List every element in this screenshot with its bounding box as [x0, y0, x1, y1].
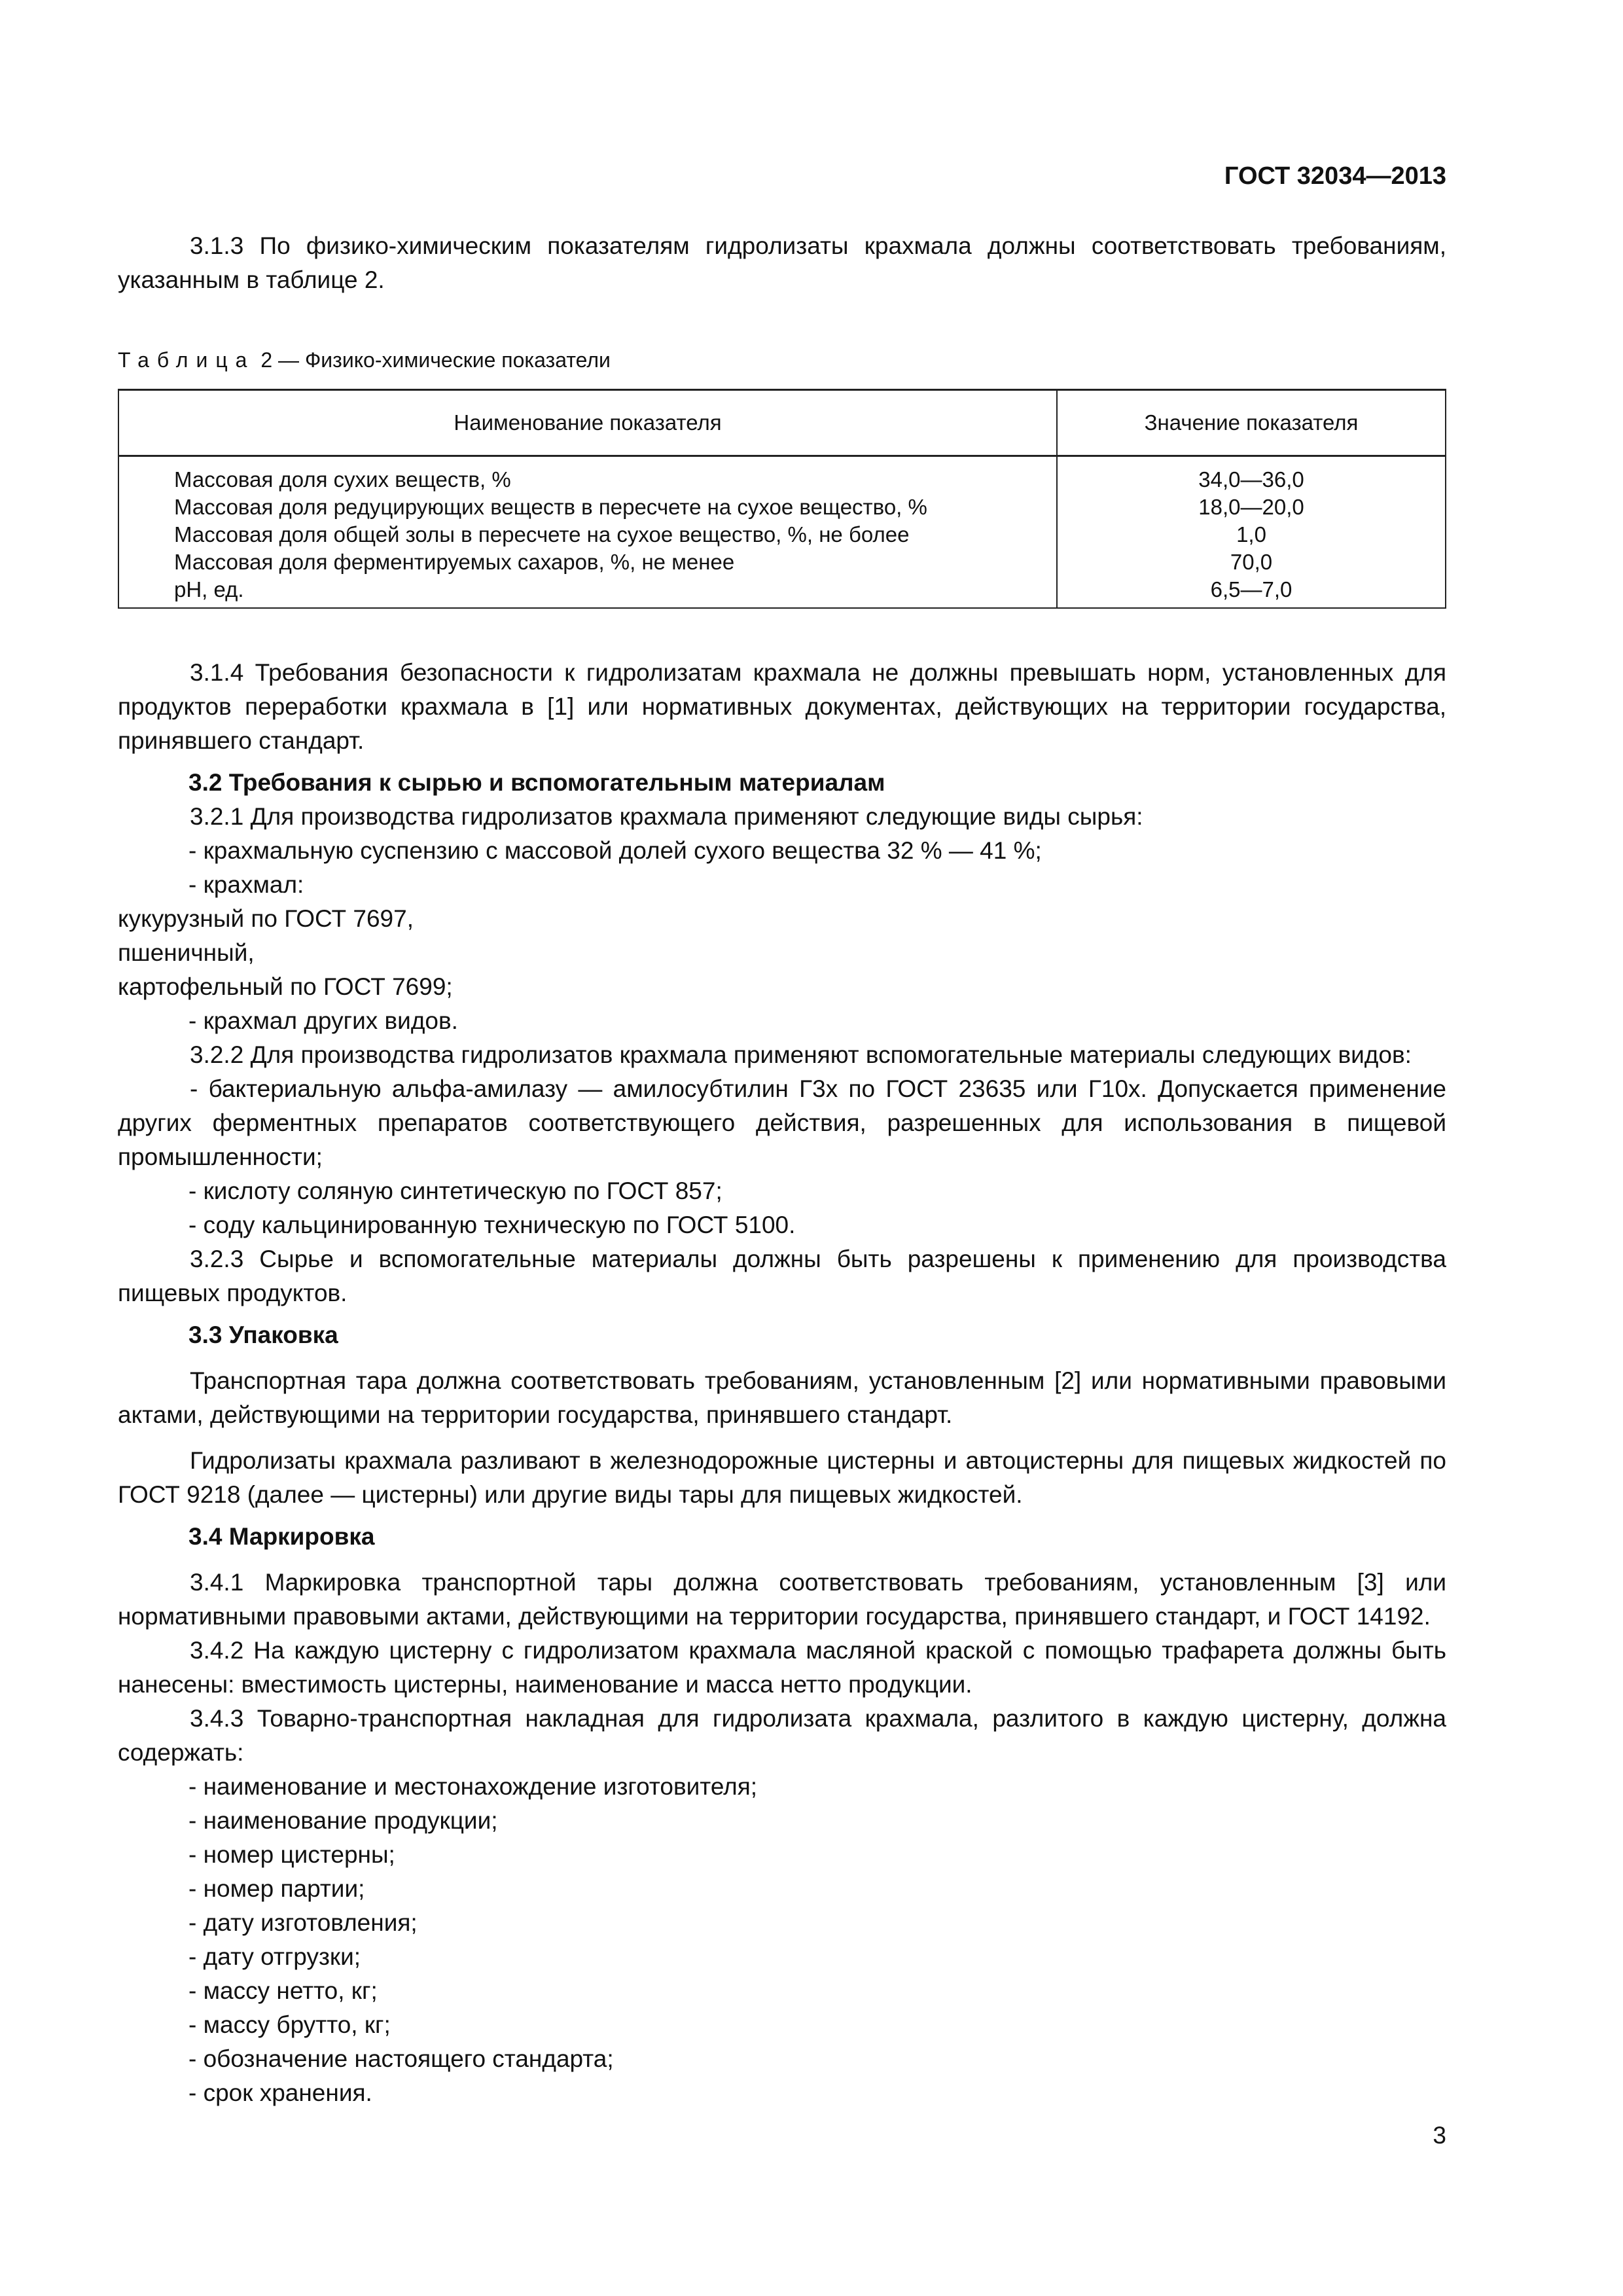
- page-content: [118, 229, 1446, 2110]
- list-item: - дату отгрузки;: [188, 1943, 361, 1970]
- table-row: [118, 456, 1446, 609]
- list-item: - дату изготовления;: [188, 1909, 418, 1936]
- list-item: - наименование продукции;: [188, 1807, 498, 1834]
- list-item: кукурузный по ГОСТ 7697,: [118, 905, 414, 932]
- list-item: - обозначение настоящего стандарта;: [188, 2045, 614, 2072]
- list-item: - массу нетто, кг;: [188, 1977, 378, 2004]
- indicator-names: [118, 456, 1057, 609]
- section-heading-3-4: 3.4 Маркировка: [188, 1523, 375, 1550]
- list-item: - кислоту соляную синтетическую по ГОСТ 857;: [188, 1177, 722, 1204]
- paragraph-3-2-1: 3.2.1 Для производства гидролизатов крахмала применяют следующие виды сырья:: [190, 803, 1143, 830]
- paragraph-3-4-2: 3.4.2 На каждую цистерну с гидролизатом крахмала масляной краской с помощью трафарета должны быть нанесены: вместимость цистерны, наименование и масса нетто продукции.: [118, 1637, 1446, 1698]
- list-item: - номер партии;: [188, 1875, 365, 1902]
- list-item: - соду кальцинированную техническую по ГОСТ 5100.: [188, 1211, 796, 1238]
- column-header-name: Наименование показателя: [118, 390, 1057, 456]
- indicator-name: Массовая доля общей золы в пересчете на сухое вещество, %, не более: [174, 522, 910, 547]
- section-heading-3-3: 3.3 Упаковка: [188, 1321, 338, 1348]
- indicator-value: 6,5—7,0: [1210, 577, 1293, 601]
- indicator-value: 1,0: [1236, 522, 1266, 547]
- indicator-value: 34,0—36,0: [1198, 467, 1304, 492]
- page-number: 3: [1433, 2122, 1446, 2149]
- list-item: картофельный по ГОСТ 7699;: [118, 973, 453, 1000]
- table-caption-text: 2 — Физико-химические показатели: [260, 348, 611, 372]
- paragraph-3-2-2-enzyme: - бактериальную альфа-амилазу — амилосубтилин Г3х по ГОСТ 23635 или Г10х. Допускается применение других ферментных препаратов соответствующего действия, разрешенных для использования в пищевой промышленности;: [118, 1075, 1446, 1170]
- indicator-name: Массовая доля ферментируемых сахаров, %, не менее: [174, 550, 735, 574]
- indicator-name: Массовая доля сухих веществ, %: [174, 467, 511, 492]
- paragraph-3-2-3: 3.2.3 Сырье и вспомогательные материалы должны быть разрешены к применению для производства пищевых продуктов.: [118, 1246, 1446, 1306]
- indicator-name: pH, ед.: [174, 577, 244, 601]
- section-heading-3-2: 3.2 Требования к сырью и вспомогательным материалам: [188, 769, 885, 796]
- physchem-table: [118, 389, 1446, 609]
- list-item: пшеничный,: [118, 939, 255, 966]
- list-item: - номер цистерны;: [188, 1841, 395, 1868]
- list-item: - крахмал:: [188, 871, 304, 898]
- list-item: - срок хранения.: [188, 2079, 372, 2106]
- list-item: - крахмал других видов.: [188, 1007, 458, 1034]
- column-header-value: Значение показателя: [1057, 390, 1446, 456]
- indicator-name: Массовая доля редуцирующих веществ в пересчете на сухое вещество, %: [174, 495, 927, 519]
- table-caption: [118, 343, 1446, 377]
- paragraph-3-2-2: 3.2.2 Для производства гидролизатов крахмала применяют вспомогательные материалы следующих видов:: [190, 1041, 1412, 1068]
- list-item: - массу брутто, кг;: [188, 2011, 391, 2038]
- paragraph-3-3-a: Транспортная тара должна соответствовать требованиям, установленным [2] или нормативными правовыми актами, действующими на территории государства, принявшего стандарт.: [118, 1367, 1446, 1428]
- paragraph-3-1-4: 3.1.4 Требования безопасности к гидролизатам крахмала не должны превышать норм, установленных для продуктов переработки крахмала в [1] или нормативных документах, действующих на территории государства, принявшего стандарт.: [118, 659, 1446, 754]
- document-header: ГОСТ 32034—2013: [1224, 162, 1446, 190]
- paragraph-3-4-1: 3.4.1 Маркировка транспортной тары должна соответствовать требованиям, установленным [3] или нормативными правовыми актами, действующими на территории государства, принявшего стандарт, и ГОСТ 14192.: [118, 1569, 1446, 1630]
- indicator-values: [1057, 456, 1446, 609]
- list-item: - крахмальную суспензию с массовой долей сухого вещества 32 % — 41 %;: [188, 837, 1042, 864]
- table-caption-label: Таблица: [118, 348, 255, 372]
- paragraph-3-1-3: 3.1.3 По физико-химическим показателям гидролизаты крахмала должны соответствовать требованиям, указанным в таблице 2.: [118, 232, 1446, 293]
- list-item: - наименование и местонахождение изготовителя;: [188, 1773, 758, 1800]
- indicator-value: 18,0—20,0: [1198, 495, 1304, 519]
- indicator-value: 70,0: [1230, 550, 1273, 574]
- paragraph-3-3-b: Гидролизаты крахмала разливают в железнодорожные цистерны и автоцистерны для пищевых жидкостей по ГОСТ 9218 (далее — цистерны) или другие виды тары для пищевых жидкостей.: [118, 1447, 1446, 1508]
- paragraph-3-4-3: 3.4.3 Товарно-транспортная накладная для гидролизата крахмала, разлитого в каждую цистерну, должна содержать:: [118, 1705, 1446, 1766]
